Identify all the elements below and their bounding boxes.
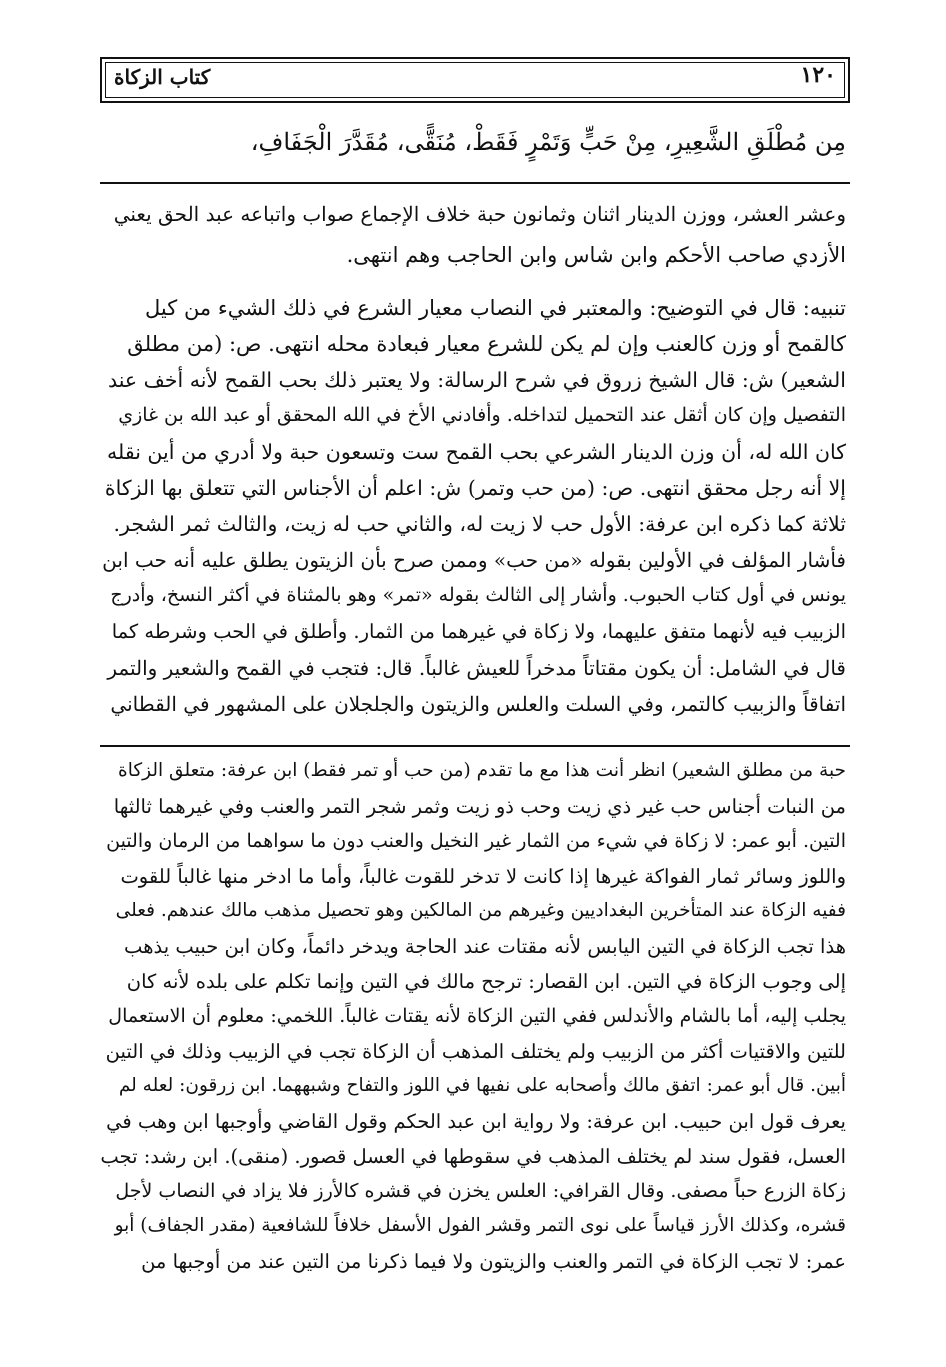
hashiya-line: للتين والاقتيات أكثر من الزبيب ولم يختلف المذهب أن الزكاة تجب في الزبيب وذلك في التين: [105, 1040, 846, 1063]
hashiya-line: هذا تجب الزكاة في التين اليابس لأنه مقتات عند الحاجة ويدخر دائماً، وكان ابن حبيب يذهب: [124, 935, 846, 958]
sharh-line: تنبيه: قال في التوضيح: والمعتبر في النصاب معيار الشرع في ذلك الشيء من كيل: [145, 296, 846, 320]
sharh-line: الأزدي صاحب الأحكم وابن شاس وابن الحاجب وهم انتهى.: [346, 243, 846, 267]
book-title: كتاب الزكاة: [114, 65, 211, 89]
hashiya-line: من النبات أجناس حب غير ذي زيت وحب ذو زيت وثمر شجر التمر والعنب وفي غيرهما ثالثها: [113, 795, 846, 818]
hashiya-line: عمر: لا تجب الزكاة في التمر والعنب والزيتون ولا فيما ذكرنا من التين عند من أوجبها من: [141, 1250, 846, 1273]
sharh-line: كان الله له، أن وزن الدينار الشرعي بحب القمح ست وتسعون حبة ولا أدري من أين نقله: [107, 440, 846, 464]
hashiya-line: زكاة الزرع حباً مصفى. وقال القرافي: العلس يخزن في قشره كالأرز فلا يزاد في النصاب لأجل: [115, 1180, 846, 1202]
sharh-line: وعشر العشر، ووزن الدينار اثنان وثمانون حبة خلاف الإجماع صواب واتباعه عبد الحق يعني: [113, 202, 846, 226]
hashiya-line: يجلب إليه، أما بالشام والأندلس ففي التين الزكاة لأنه يقتات غالباً. اللخمي: معلوم أن الاستعمال: [108, 1005, 846, 1027]
sharh-line: قال في الشامل: أن يكون مقتاتاً مدخراً للعيش غالباً. قال: فتجب في القمح والشعير والتمر: [107, 656, 846, 680]
hashiya-line: أبين. قال أبو عمر: اتفق مالك وأصحابه على نفيها في اللوز والتفاح وشبههما. ابن زرقون: لعله لم: [118, 1075, 846, 1096]
matn-line: مِن مُطْلَقِ الشَّعِيرِ، مِنْ حَبٍّ وَتَمْرٍ فَقَطْ، مُنَقًّى، مُقَدَّرَ الْجَفَافِ،: [250, 128, 846, 156]
hashiya-line: واللوز وسائر ثمار الفواكة غيرها إذا كانت لا تدخر للقوت غالباً، وأما ما ادخر منها غالباً للقوت: [120, 865, 846, 888]
sharh-line: إلا أنه رجل محقق انتهى. ص: (من حب وتمر) ش: اعلم أن الأجناس التي تتعلق بها الزكاة: [104, 476, 846, 500]
sharh-line: كالقمح أو وزن كالعنب وإن لم يكن للشرع معيار فبعادة محله انتهى. ص: (من مطلق: [127, 332, 846, 356]
hashiya-line: يعرف قول ابن حبيب. ابن عرفة: ولا رواية ابن عبد الحكم وقول القاضي وأوجبها ابن وهب في: [106, 1110, 846, 1133]
footnote-divider: [100, 745, 850, 747]
hashiya-line: ففيه الزكاة عند المتأخرين البغداديين وغيرهم من المالكين وهو تحصيل مذهب مالك عندهم. فعلى: [115, 900, 846, 921]
hashiya-line: قشره، وكذلك الأرز قياساً على نوى التمر وقشر الفول الأسفل خلافاً للشافعية (مقدر الجفاف) أبو: [114, 1215, 846, 1236]
sharh-line: ثلاثة كما ذكره ابن عرفة: الأول حب لا زيت له، والثاني حب له زيت، والثالث ثمر الشجر.: [113, 512, 846, 536]
hashiya-line: التين. أبو عمر: لا زكاة في شيء من الثمار غير النخيل والعنب دون ما سواهما من الرمان والتين: [106, 830, 846, 852]
page-header: [100, 57, 850, 103]
hashiya-line: حبة من مطلق الشعير) انظر أنت هذا مع ما تقدم (من حب أو تمر فقط) ابن عرفة: متعلق الزكاة: [118, 760, 846, 781]
sharh-line: الشعير) ش: قال الشيخ زروق في شرح الرسالة: ولا يعتبر ذلك بحب القمح لأنه أخف عند: [107, 368, 846, 392]
matn-divider: [100, 182, 850, 184]
page-number: ١٢٠: [800, 62, 836, 88]
sharh-line: يونس في أول كتاب الحبوب. وأشار إلى الثالث بقوله «تمر» وهو بالمثناة في أكثر النسخ، وأدرج: [110, 584, 846, 606]
sharh-line: الزبيب فيه لأنهما متفق عليهما، ولا زكاة في غيرهما من الثمار. وأطلق في الحب وشرطه كما: [111, 620, 846, 643]
hashiya-line: العسل، فقول سند لم يختلف المذهب في سقوطها في العسل قصور. (منقى). ابن رشد: تجب: [100, 1145, 846, 1168]
header-inner-frame: [105, 62, 845, 98]
sharh-line: التفصيل وإن كان أثقل عند التحميل لتداخله. وأفادني الأخ في الله المحقق أو عبد الله بن غازي: [118, 404, 846, 426]
sharh-line: اتفاقاً والزبيب كالتمر، وفي السلت والعلس والزيتون والجلجلان على المشهور في القطاني: [110, 692, 846, 716]
sharh-line: فأشار المؤلف في الأولين بقوله «من حب» وممن صرح بأن الزيتون يطلق عليه أنه حب ابن: [102, 548, 846, 572]
hashiya-line: إلى وجوب الزكاة في التين. ابن القصار: ترجح مالك في التين وإنما تكلم على بلده لأنه كان: [126, 970, 846, 993]
